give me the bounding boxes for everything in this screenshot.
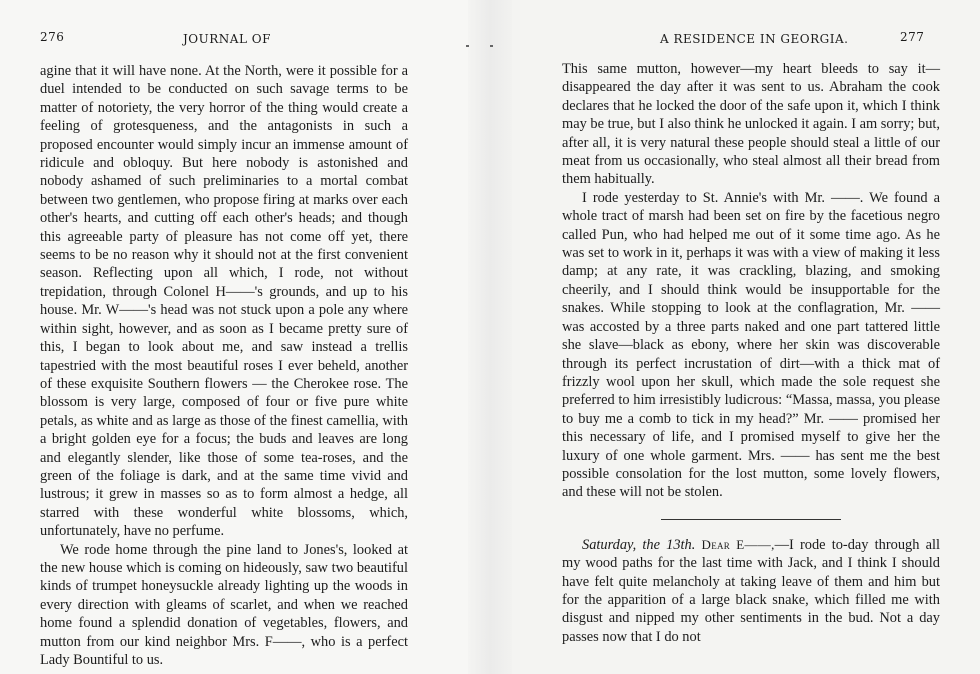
right-page-text xyxy=(562,60,940,646)
right-page xyxy=(512,0,980,674)
print-speck xyxy=(466,45,469,47)
paragraph: This same mutton, however—my heart bleeds to say it—disappeared the day after it was sent to us. Abraham the cook declares that he locked the door of the safe upon it, which I think may be true, but I also think he unlocked it again. I am sorry; but, after all, it is very natural these people should steal a little of our meat from us occasionally, who steal almost all their bread from them habitually. xyxy=(562,61,940,188)
section-divider xyxy=(661,519,841,520)
paragraph: I rode yesterday to St. Annie's with Mr. ——. We found a whole tract of marsh had been set on fire by the facetious negro called Pun, who had helped me out of it some time ago. As he was set to work in it, perhaps it was with a view of making it less damp; at any rate, it was crackling, blazing, and smoking cheerily, and I should think would be insupportable for the snakes. While stopping to look at the conflagration, Mr. —— was accosted by a three parts naked and one part tattered little she slave—black as ebony, where her skin was discoverable through its perfect incrustation of dirt—with a thick mat of frizzly wool upon her skull, which made the sole request she preferred to him irresistibly ludicrous: “Massa, massa, you please to buy me a comb to tick in my head?” Mr. —— promised her this necessary of life, and I promised myself to give her the luxury of one whole garment. Mrs. —— has sent me the best possible consolation for the lost mutton, some lovely flowers, and these will not be stolen. xyxy=(562,189,940,501)
running-head-right: A RESIDENCE IN GEORGIA. xyxy=(660,32,849,46)
paragraph: agine that it will have none. At the North, were it possible for a duel intended to be conducted on such savage terms to be matter of notoriety, the very horror of the thing would create a feeling of grotesqueness, and the antagonists in such a proposed encounter would simply incur an immense amount of ridicule and obloquy. But here nobody is astonished and nobody ashamed of such preliminaries to a mortal combat between two gentlemen, who propose firing at marks over each other's hearts, and cutting off each other's heads; and though this agreeable party of pleasure has not come off yet, there seems to be no reason why it should not at the first convenient season. Reflecting upon all which, I rode, not without trepidation, through Colonel H——'s grounds, and up to his house. Mr. W——'s head was not stuck upon a pole any where within sight, however, and as soon as I became pretty sure of this, I began to look about me, and saw instead a trellis tapestried with the most beautiful roses I ever beheld, another of these exquisite Southern flowers — the Cherokee rose. The blossom is very large, composed of four or five pure white petals, as white and as large as those of the finest camellia, with a bright golden eye for a focus; the buds and leaves are long and elegantly slender, like those of some tea-roses, and the green of the foliage is dark, and at the same time vivid and lustrous; it grew in masses so as to form almost a hedge, all starred with these wonderful white blossoms, which, unfortunately, have no perfume. xyxy=(40,63,408,540)
page-number-right: 277 xyxy=(900,30,925,44)
letter-entry xyxy=(562,536,940,646)
left-page xyxy=(0,0,468,674)
entry-salutation: Dear E——, xyxy=(701,536,775,552)
book-gutter xyxy=(468,0,512,674)
page-number-left: 276 xyxy=(40,30,65,44)
entry-date: Saturday, the 13th. xyxy=(582,536,696,553)
paragraph: We rode home through the pine land to Jones's, looked at the new house which is coming on hideously, saw two beautiful kinds of trumpet honeysuckle already lighting up the woods in every direction with gleams of scarlet, and when we reached home found a splendid donation of vegetables, flowers, and mutton from our kind neighbor Mrs. F——, who is a perfect Lady Bountiful to us. xyxy=(40,541,408,668)
print-speck xyxy=(490,45,493,47)
left-page-text xyxy=(40,62,408,669)
running-head-left: JOURNAL OF xyxy=(183,32,271,46)
entry-text: —I rode to-day through all my wood paths for the last time with Jack, and I think I should have felt quite melancholy at taking leave of them and him but for the apparition of a large black snake, which filled me with disgust and nipped my other sentiments in the bud. Not a day passes now that I do not xyxy=(562,536,940,645)
